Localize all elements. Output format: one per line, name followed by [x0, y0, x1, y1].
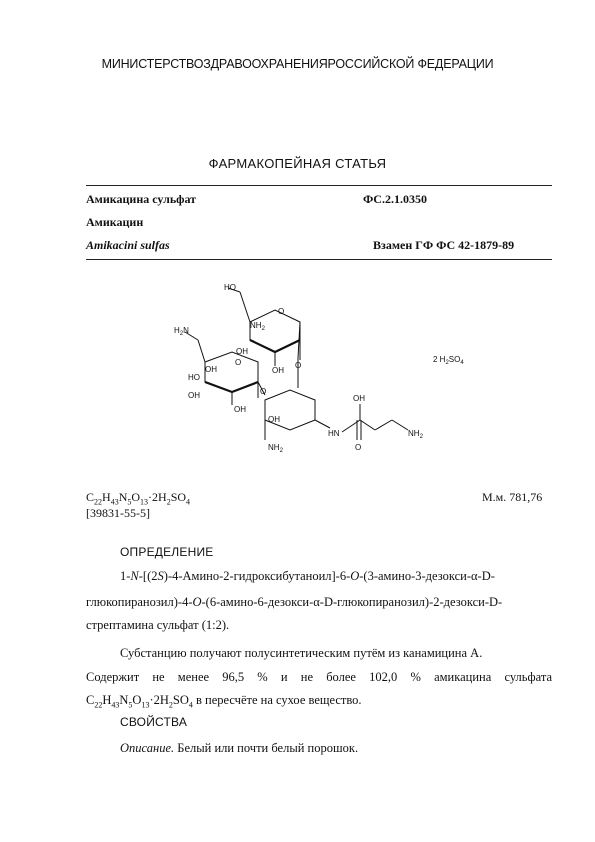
label-oh-side: OH — [353, 394, 365, 403]
label-sulfate: 2 $H_2SO_4$ — [433, 355, 464, 366]
label-oh-a: OH — [236, 347, 248, 356]
molecular-weight: М.м. 781,76 — [482, 490, 543, 504]
label-h2n-left: $H_2N$ — [174, 326, 189, 337]
article-title: ФАРМАКОПЕЙНАЯ СТАТЬЯ — [208, 156, 387, 171]
label-o-link1: O — [295, 361, 302, 370]
structural-formula — [150, 270, 490, 470]
ministry-header: МИНИСТЕРСТВОЗДРАВООХРАНЕНИЯРОССИЙСКОЙ ФЕДЕРАЦИИ — [101, 57, 494, 71]
label-oh-b: OH — [272, 366, 284, 375]
article-code: ФС.2.1.0350 — [363, 192, 427, 206]
label-hn-amide: HN — [328, 429, 340, 438]
label-o-carbonyl: O — [355, 443, 362, 452]
name-lat: Amikacini sulfas — [86, 238, 170, 252]
label-oh-e: OH — [188, 391, 200, 400]
label-nh2-top: $NH_2$ — [250, 321, 265, 332]
replaces-note: Взамен ГФ ФС 42-1879-89 — [373, 238, 515, 252]
description-label: Описание. — [120, 741, 175, 755]
divider-bottom — [86, 259, 552, 260]
substance-line-3: $C_{22}H_{43}N_5O_{13}\cdot 2H_2SO_4$ в пересчёте на сухое вещество. — [86, 693, 362, 710]
description-text: Белый или почти белый порошок. — [174, 741, 359, 755]
label-oh-g: OH — [268, 415, 280, 424]
label-ho-top: HO — [224, 283, 236, 292]
name-ru-salt: Амикацина сульфат — [86, 192, 197, 206]
cas-number: [39831-55-5] — [86, 506, 150, 520]
label-ho-c: HO — [188, 373, 200, 382]
label-o-ring1: O — [278, 307, 285, 316]
substance-line-2: Содержит не менее 96,5 % и не более 102,0 % амикацина сульфата — [86, 670, 552, 684]
divider-top — [86, 185, 552, 186]
label-o-ring2: O — [235, 358, 242, 367]
section-properties: СВОЙСТВА — [120, 715, 188, 729]
label-oh-d: OH — [205, 365, 217, 374]
definition-line-3: стрептамина сульфат (1:2). — [86, 618, 230, 632]
definition-line-1: 1-N-[(2S)-4-Амино-2-гидроксибутаноил]-6-O-(3-амино-3-дезокси-α-D- — [120, 569, 495, 583]
substance-line-1: Субстанцию получают полусинтетическим путём из канамицина А. — [120, 646, 483, 660]
name-ru: Амикацин — [86, 215, 144, 229]
label-o-link2: O — [260, 387, 267, 396]
label-nh2-bottom: $NH_2$ — [268, 443, 283, 454]
label-oh-f: OH — [234, 405, 246, 414]
section-definition: ОПРЕДЕЛЕНИЕ — [120, 545, 214, 559]
molecular-formula: $C_{22}H_{43}N_5O_{13}\cdot 2H_2SO_4$ — [86, 490, 191, 507]
label-nh2-end: $NH_2$ — [408, 429, 423, 440]
description-line — [120, 737, 358, 759]
definition-line-2: глюкопиранозил)-4-O-(6-амино-6-дезокси-α-D-глюкопиранозил)-2-дезокси-D- — [86, 595, 503, 609]
